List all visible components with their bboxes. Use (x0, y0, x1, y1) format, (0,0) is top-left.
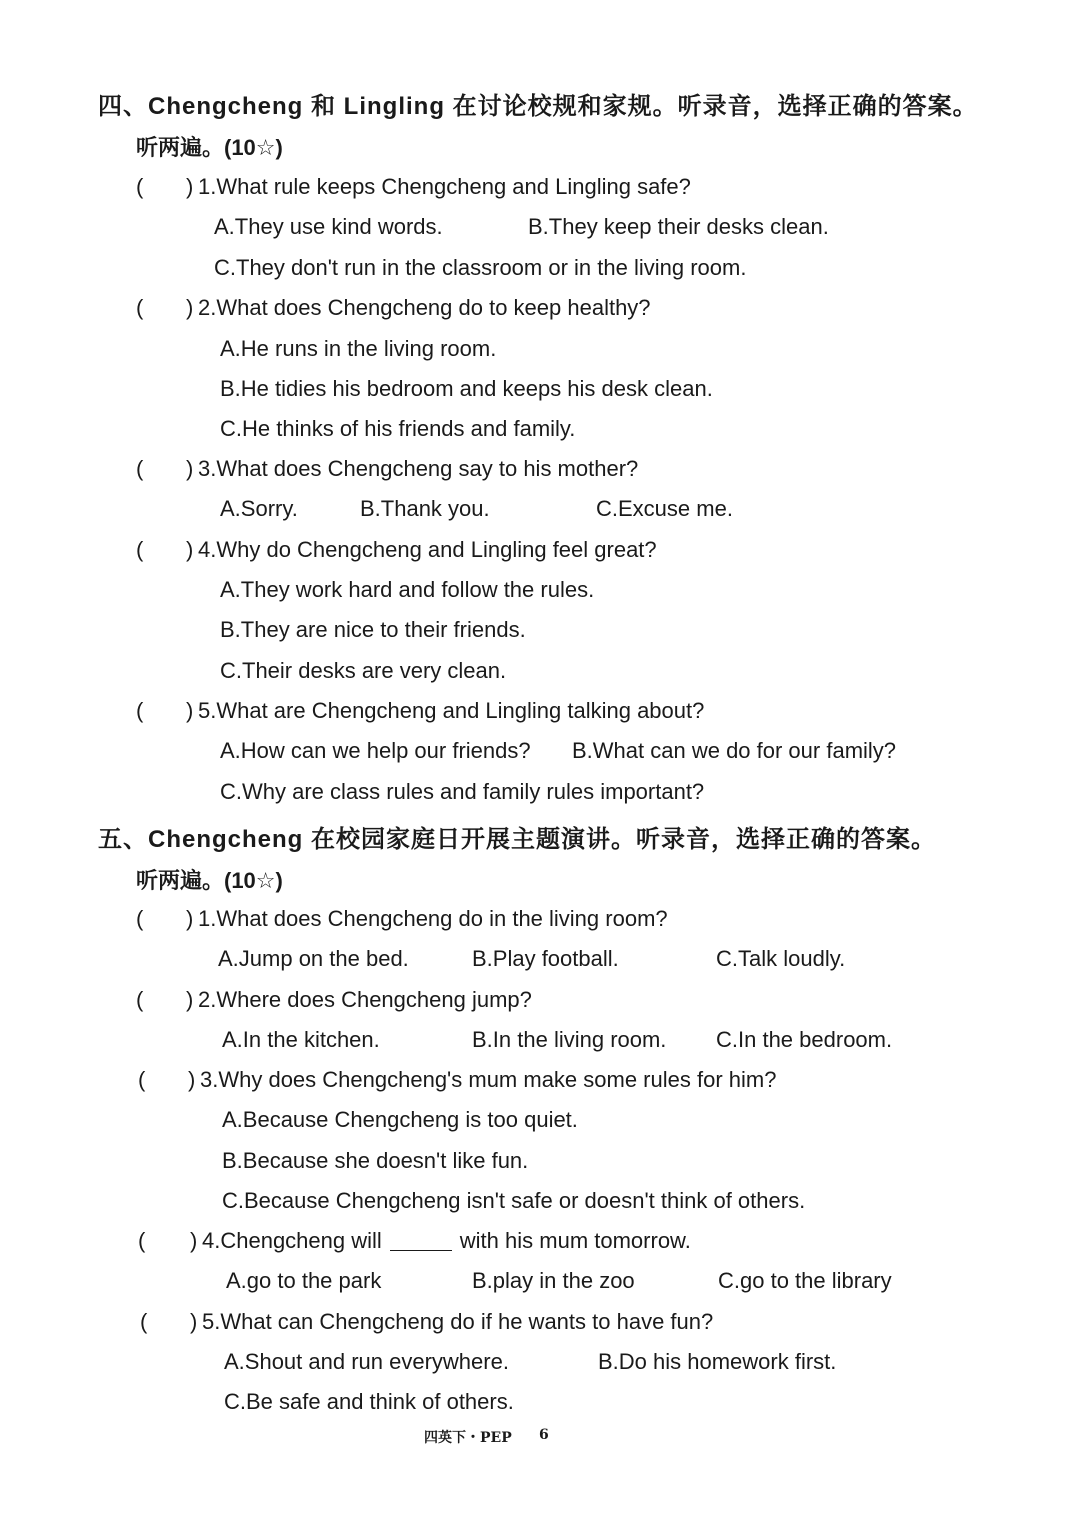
answer-paren-close: ) (186, 456, 194, 481)
s5-question-4 (202, 1228, 691, 1254)
answer-paren-open: ( (136, 987, 144, 1012)
s4-q3-option-b: B.Thank you. (360, 496, 490, 521)
answer-paren-close: ) (186, 537, 194, 562)
s5-q3-option-c: C.Because Chengcheng isn't safe or doesn't think of others. (222, 1188, 806, 1213)
answer-paren-open: ( (136, 906, 144, 931)
s4-q1-option-c: C.They don't run in the classroom or in the living room. (214, 255, 747, 280)
answer-paren-close: ) (190, 1309, 198, 1334)
s5-question-5: 5.What can Chengcheng do if he wants to have fun? (202, 1309, 714, 1334)
s5-q2-option-c: C.In the bedroom. (716, 1027, 893, 1052)
s4-q4-option-a: A.They work hard and follow the rules. (220, 577, 595, 602)
answer-paren-open: ( (138, 1228, 146, 1253)
s4-q5-option-c: C.Why are class rules and family rules important? (220, 779, 705, 804)
page-number: 6 (539, 1427, 549, 1443)
s4-question-3: 3.What does Chengcheng say to his mother? (198, 456, 639, 481)
s4-question-5: 5.What are Chengcheng and Lingling talking about? (198, 698, 705, 723)
s5-q4-text-after-blank: with his mum tomorrow. (459, 1228, 691, 1253)
answer-paren-close: ) (186, 698, 194, 723)
s5-q1-option-b: B.Play football. (472, 946, 619, 971)
s5-q2-option-b: B.In the living room. (472, 1027, 667, 1052)
s5-q4-text-before-blank: 4.Chengcheng will (202, 1228, 382, 1253)
section-5-subheading: 听两遍。(10☆) (136, 868, 283, 893)
answer-paren-open: ( (136, 698, 144, 723)
answer-paren-open: ( (140, 1309, 148, 1334)
answer-paren-open: ( (136, 456, 144, 481)
s5-q3-option-b: B.Because she doesn't like fun. (222, 1148, 529, 1173)
answer-paren-close: ) (190, 1228, 198, 1253)
s4-q4-option-c: C.Their desks are very clean. (220, 658, 507, 683)
s5-q1-option-a: A.Jump on the bed. (218, 946, 409, 971)
answer-paren-open: ( (136, 174, 144, 199)
answer-paren-close: ) (186, 987, 194, 1012)
s5-q4-option-b: B.play in the zoo (472, 1268, 635, 1293)
answer-paren-close: ) (186, 174, 194, 199)
s4-q2-option-a: A.He runs in the living room. (220, 336, 497, 361)
s4-q4-option-b: B.They are nice to their friends. (220, 617, 526, 642)
answer-paren-close: ) (188, 1067, 196, 1092)
answer-paren-close: ) (186, 295, 194, 320)
section-4-heading: 四、Chengcheng 和 Lingling 在讨论校规和家规。听录音，选择正确的答案。 (98, 93, 978, 120)
s5-q3-option-a: A.Because Chengcheng is too quiet. (222, 1107, 578, 1132)
s4-question-2: 2.What does Chengcheng do to keep healthy? (198, 295, 651, 320)
s5-q5-option-b: B.Do his homework first. (598, 1349, 837, 1374)
s4-q2-option-b: B.He tidies his bedroom and keeps his desk clean. (220, 376, 713, 401)
answer-paren-open: ( (136, 537, 144, 562)
answer-paren-open: ( (138, 1067, 146, 1092)
footer-label: 四英下・PEP (424, 1430, 512, 1446)
s5-q2-option-a: A.In the kitchen. (222, 1027, 380, 1052)
s5-question-2: 2.Where does Chengcheng jump? (198, 987, 532, 1012)
s5-q1-option-c: C.Talk loudly. (716, 946, 846, 971)
answer-paren-open: ( (136, 295, 144, 320)
s4-q5-option-b: B.What can we do for our family? (572, 738, 897, 763)
s5-question-1: 1.What does Chengcheng do in the living room? (198, 906, 668, 931)
s5-q5-option-c: C.Be safe and think of others. (224, 1389, 514, 1414)
answer-blank (390, 1232, 452, 1251)
s4-q5-option-a: A.How can we help our friends? (220, 738, 531, 763)
s5-q5-option-a: A.Shout and run everywhere. (224, 1349, 509, 1374)
s5-q4-option-c: C.go to the library (718, 1268, 892, 1293)
s5-question-3: 3.Why does Chengcheng's mum make some rules for him? (200, 1067, 777, 1092)
section-5-heading: 五、Chengcheng 在校园家庭日开展主题演讲。听录音，选择正确的答案。 (98, 826, 937, 853)
s4-question-4: 4.Why do Chengcheng and Lingling feel great? (198, 537, 657, 562)
section-4-subheading: 听两遍。(10☆) (136, 135, 283, 160)
s4-q2-option-c: C.He thinks of his friends and family. (220, 416, 576, 441)
s4-q3-option-c: C.Excuse me. (596, 496, 733, 521)
s4-question-1: 1.What rule keeps Chengcheng and Lingling safe? (198, 174, 691, 199)
s4-q1-option-a: A.They use kind words. (214, 214, 443, 239)
s4-q3-option-a: A.Sorry. (220, 496, 298, 521)
s5-q4-option-a: A.go to the park (226, 1268, 382, 1293)
s4-q1-option-b: B.They keep their desks clean. (528, 214, 829, 239)
answer-paren-close: ) (186, 906, 194, 931)
